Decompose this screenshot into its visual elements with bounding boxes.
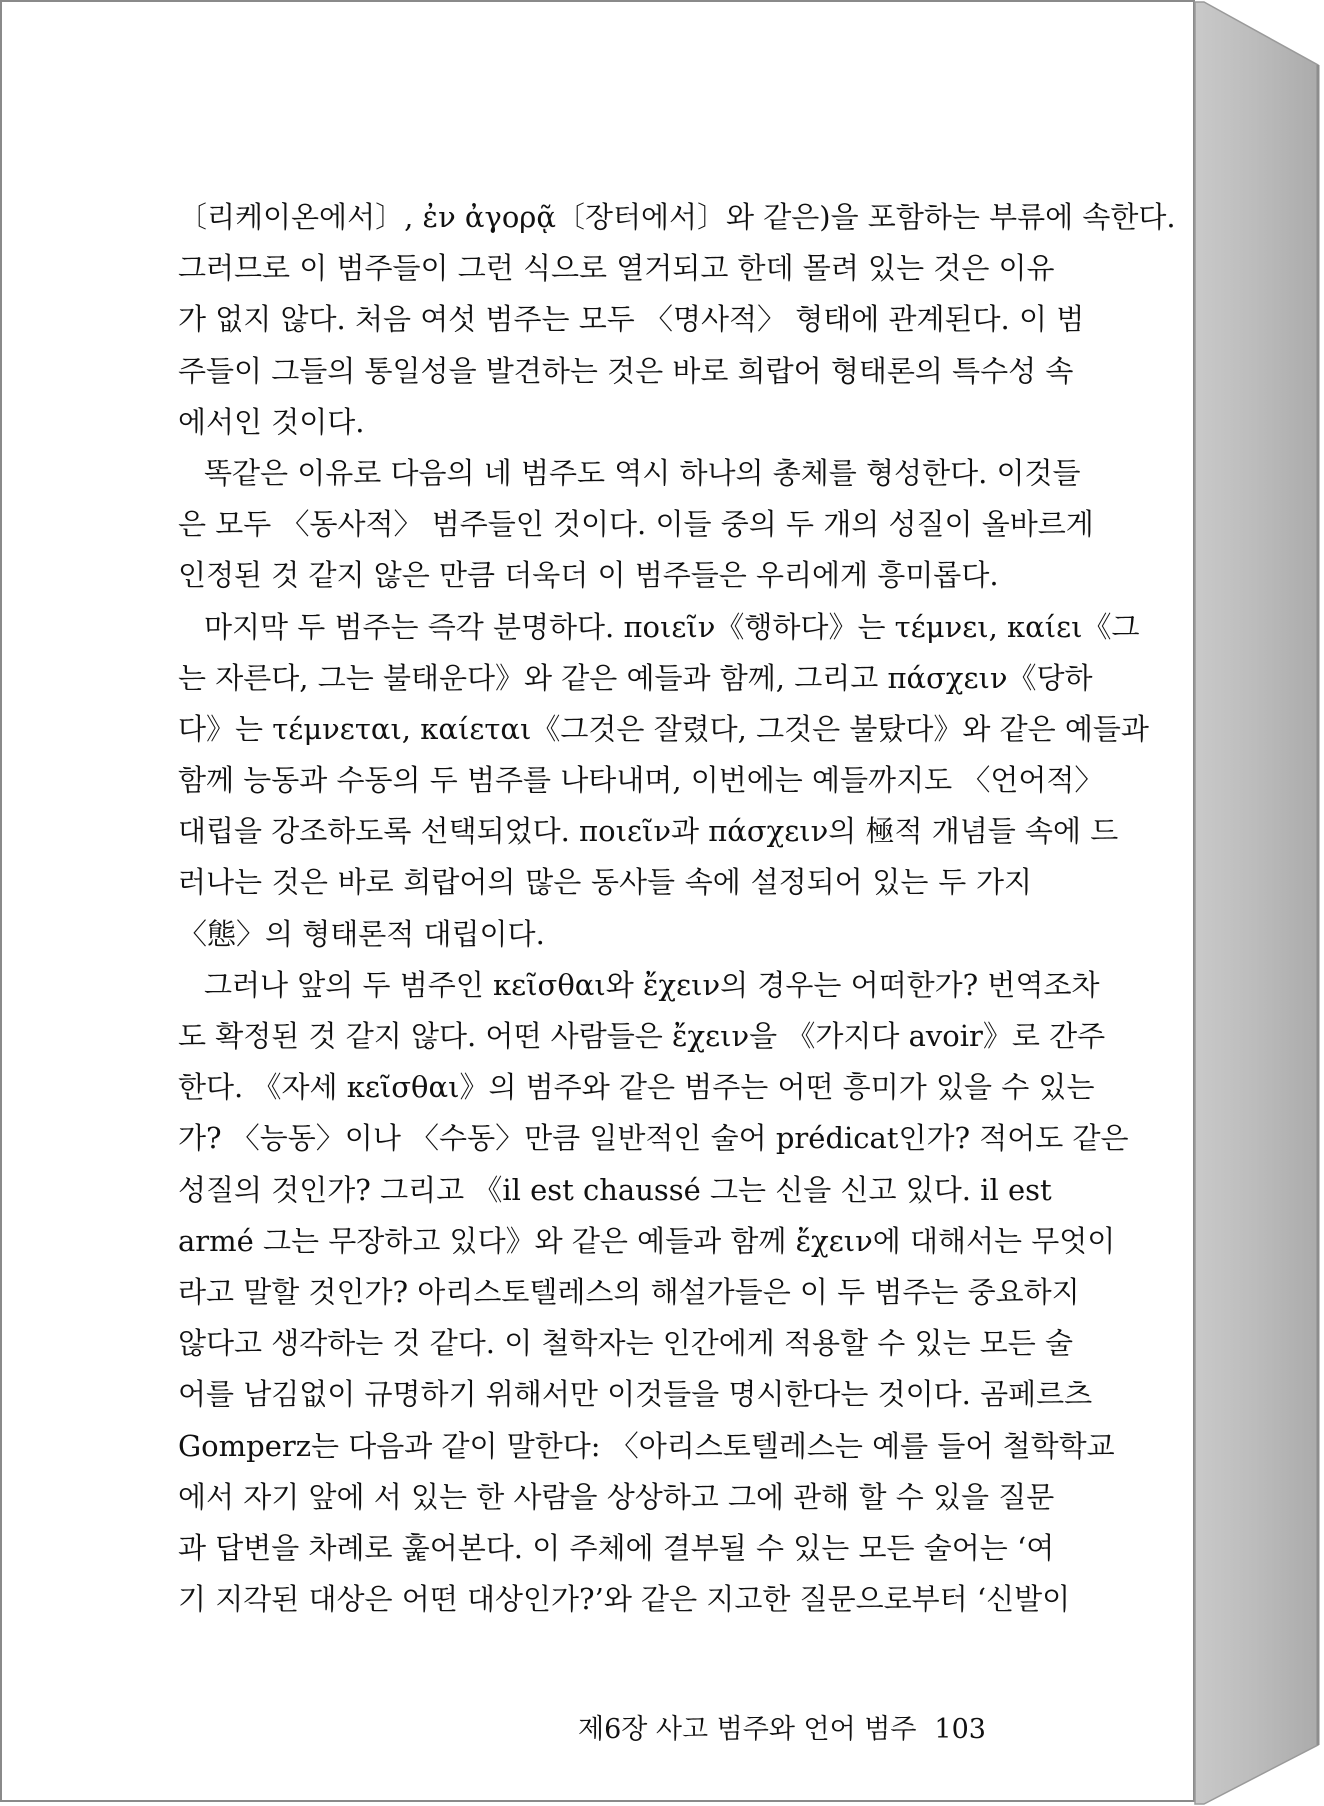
text-line: 은 모두 〈동사적〉 범주들인 것이다. 이들 중의 두 개의 성질이 올바르게 — [178, 507, 1094, 542]
text-line: 그러나 앞의 두 범주인 κεῖσθαι와 ἔχειν의 경우는 어떠한가? 번역조차 — [204, 967, 1100, 1002]
text-line: 라고 말할 것인가? 아리스토텔레스의 해설가들은 이 두 범주는 중요하지 — [178, 1274, 1080, 1309]
running-title: 제6장 사고 범주와 언어 범주 — [578, 1714, 917, 1745]
text-line: 대립을 강조하도록 선택되었다. ποιεῖν과 πάσχειν의 極적 개념들 속에 드 — [178, 814, 1119, 849]
text-line: 마지막 두 범주는 즉각 분명하다. ποιεῖν《행하다》는 τέμνει, καίει《그 — [204, 609, 1140, 644]
text-line: 가? 〈능동〉이나 〈수동〉만큼 일반적인 술어 prédicat인가? 적어도 같은 — [178, 1121, 1129, 1156]
book-spine-side — [1195, 2, 1318, 1804]
text-line: 도 확정된 것 같지 않다. 어떤 사람들은 ἔχειν을 《가지다 avoir》로 간주 — [178, 1019, 1106, 1053]
text-line: Gomperz는 다음과 같이 말한다: 〈아리스토텔레스는 예를 들어 철학학교 — [178, 1428, 1115, 1463]
text-line: 기 지각된 대상은 어떤 대상인가?’와 같은 지고한 질문으로부터 ‘신발이 — [178, 1582, 1071, 1617]
text-line: 그러므로 이 범주들이 그런 식으로 열거되고 한데 몰려 있는 것은 이유 — [178, 251, 1055, 286]
page-number: 103 — [934, 1714, 986, 1745]
text-line: 과 답변을 차례로 훑어본다. 이 주체에 결부될 수 있는 모든 술어는 ‘여 — [178, 1530, 1055, 1565]
text-line: 에서인 것이다. — [178, 404, 365, 439]
text-line: 주들이 그들의 통일성을 발견하는 것은 바로 희랍어 형태론의 특수성 속 — [178, 353, 1074, 388]
text-line: armé 그는 무장하고 있다》와 같은 예들과 함께 ἔχειν에 대해서는 무엇이 — [178, 1223, 1116, 1258]
text-line: 〈態〉의 형태론적 대립이다. — [178, 916, 545, 951]
text-line: 성질의 것인가? 그리고 《il est chaussé 그는 신을 신고 있다. il est — [178, 1172, 1052, 1207]
text-line: 함께 능동과 수동의 두 범주를 나타내며, 이번에는 예들까지도 〈언어적〉 — [178, 763, 1104, 798]
text-line: 않다고 생각하는 것 같다. 이 철학자는 인간에게 적용할 수 있는 모든 술 — [178, 1326, 1074, 1361]
text-line: 〔리케이온에서〕, ἐν ἀγορᾷ〔장터에서〕와 같은)을 포함하는 부류에 속한다. — [178, 200, 1176, 234]
text-line: 에서 자기 앞에 서 있는 한 사람을 상상하고 그에 관해 할 수 있을 질문 — [178, 1479, 1055, 1514]
text-line: 어를 남김없이 규명하기 위해서만 이것들을 명시한다는 것이다. 곰페르츠 — [178, 1377, 1093, 1412]
text-line: 러나는 것은 바로 희랍어의 많은 동사들 속에 설정되어 있는 두 가지 — [178, 865, 1032, 900]
text-line: 인정된 것 같지 않은 만큼 더욱더 이 범주들은 우리에게 흥미롭다. — [178, 558, 999, 593]
text-line: 는 자른다, 그는 불태운다》와 같은 예들과 함께, 그리고 πάσχειν《당하 — [178, 660, 1093, 695]
text-line: 똑같은 이유로 다음의 네 범주도 역시 하나의 총체를 형성한다. 이것들 — [204, 455, 1081, 490]
text-line: 한다. 《자세 κεῖσθαι》의 범주와 같은 범주는 어떤 흥미가 있을 수 있는 — [178, 1070, 1095, 1105]
text-line: 가 없지 않다. 처음 여섯 범주는 모두 〈명사적〉 형태에 관계된다. 이 범 — [178, 302, 1085, 337]
text-line: 다》는 τέμνεται, καίεται《그것은 잘렸다, 그것은 불탔다》와 같은 예들과 — [178, 711, 1149, 746]
